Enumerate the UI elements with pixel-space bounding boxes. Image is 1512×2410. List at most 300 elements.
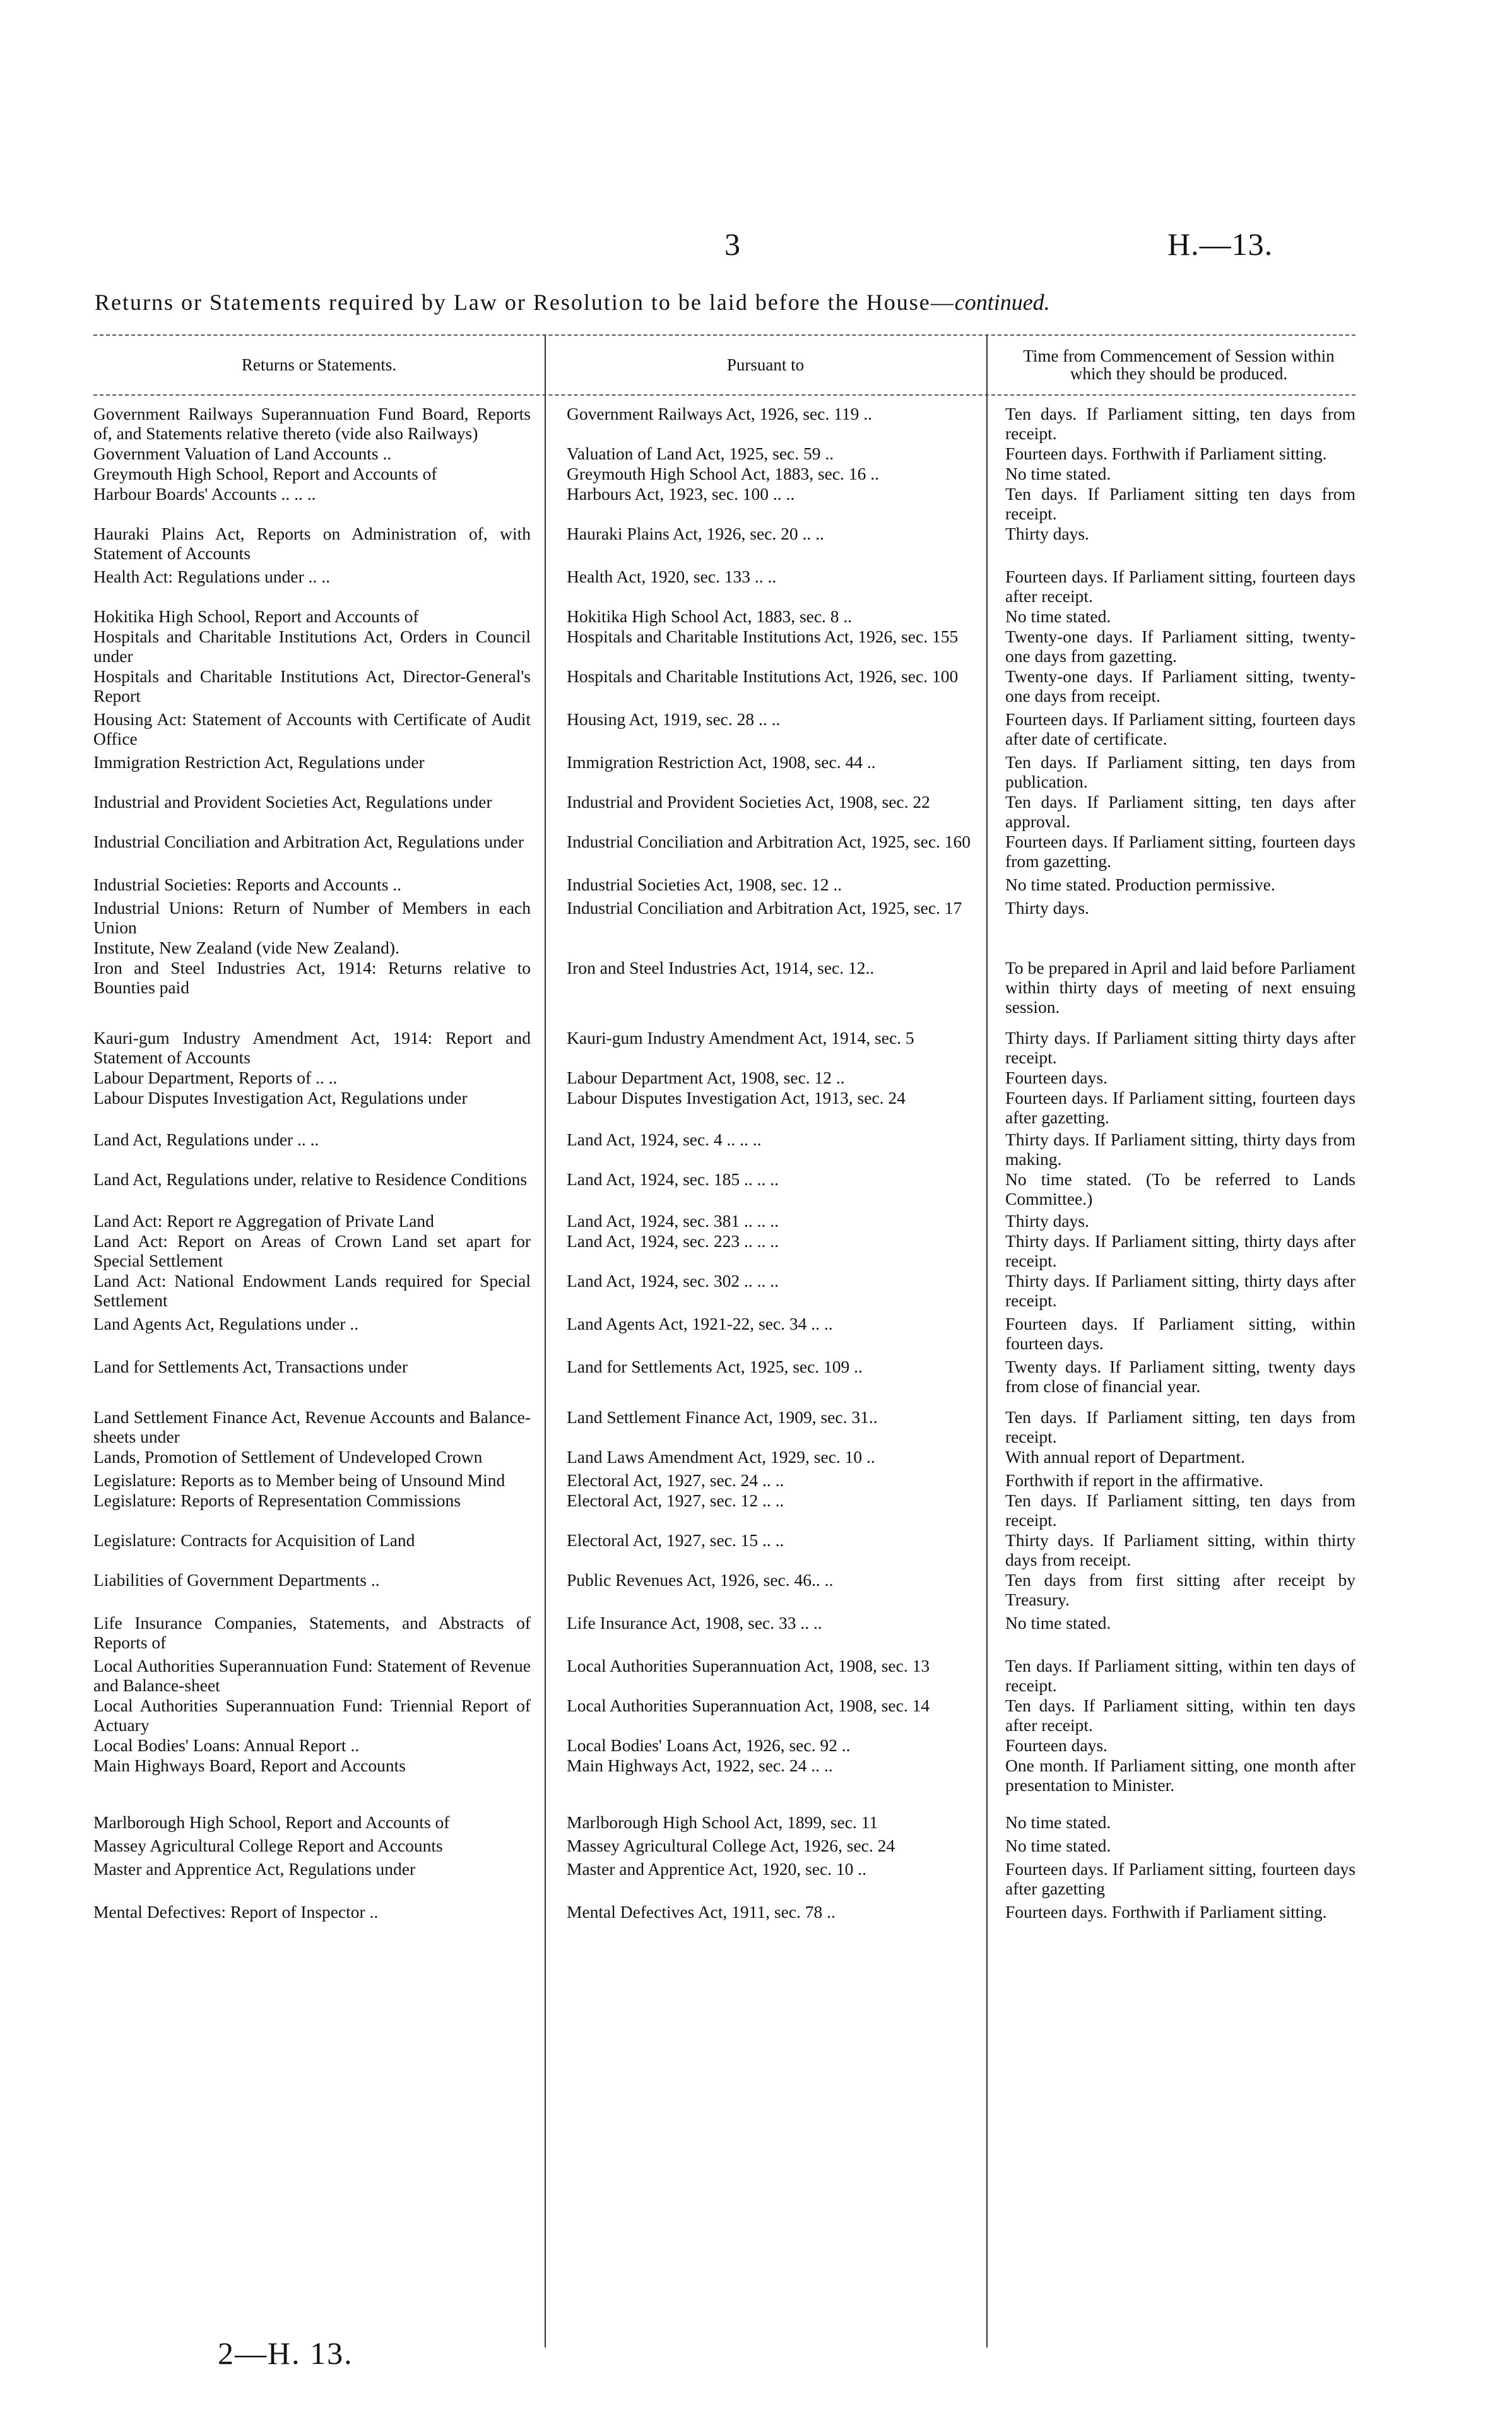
return-cell-text: Land Act: National Endowment Lands required for Special Settlement — [93, 1271, 531, 1310]
table-top-rule — [93, 334, 1355, 336]
table-row — [93, 1902, 1355, 1922]
pursuant-cell — [545, 752, 986, 791]
time-cell-text: Fourteen days. If Parliament sitting, fourteen days after date of certificate. — [1005, 709, 1355, 748]
time-cell — [986, 938, 1355, 957]
return-cell-text: Health Act: Regulations under .. .. — [93, 567, 330, 586]
return-cell-text: Legislature: Contracts for Acquisition of Land — [93, 1530, 415, 1550]
page-title-suffix: continued. — [954, 290, 1050, 315]
table-row — [93, 524, 1355, 563]
pursuant-cell-text: Land Act, 1924, sec. 302 .. .. .. — [567, 1271, 779, 1291]
time-cell — [986, 1613, 1355, 1652]
column-header-time: Time from Commencement of Session within which they should be produced. — [1023, 346, 1335, 383]
time-cell — [986, 832, 1355, 871]
table-row — [93, 1570, 1355, 1609]
table-row — [93, 444, 1355, 463]
table-row — [93, 1068, 1355, 1087]
time-cell — [986, 1271, 1355, 1310]
return-cell — [93, 1696, 545, 1735]
time-cell-text: Fourteen days. Forthwith if Parliament sitting. — [1005, 1902, 1327, 1922]
time-cell-text: Thirty days. If Parliament sitting, thirty days from making. — [1005, 1130, 1355, 1169]
pursuant-cell — [545, 898, 986, 937]
return-cell — [93, 1756, 545, 1795]
pursuant-cell — [545, 1836, 986, 1855]
time-cell-text: Ten days. If Parliament sitting ten days from receipt. — [1005, 484, 1355, 523]
time-cell-text: Ten days. If Parliament sitting, ten days from receipt. — [1005, 1407, 1355, 1446]
return-cell-text: Government Valuation of Land Accounts .. — [93, 444, 392, 463]
time-cell — [986, 1656, 1355, 1695]
time-cell-text: Fourteen days. — [1005, 1735, 1107, 1755]
pursuant-cell-text: Immigration Restriction Act, 1908, sec. 44 .. — [567, 752, 876, 772]
time-cell-text: Ten days. If Parliament sitting, within ten days of receipt. — [1005, 1656, 1355, 1695]
page-title-text: Returns or Statements required by Law or Resolution to be laid before the House— — [95, 290, 955, 315]
table-row — [93, 666, 1355, 706]
time-cell-text: No time stated. — [1005, 464, 1111, 483]
time-cell — [986, 1470, 1355, 1490]
time-cell — [986, 1447, 1355, 1467]
time-cell — [986, 709, 1355, 748]
time-cell-text: No time stated. (To be referred to Lands Committee.) — [1005, 1169, 1355, 1208]
table-row — [93, 898, 1355, 937]
time-cell — [986, 1169, 1355, 1208]
pursuant-cell — [545, 1756, 986, 1795]
return-cell — [93, 1407, 545, 1446]
pursuant-cell-text: Health Act, 1920, sec. 133 .. .. — [567, 567, 777, 586]
time-cell-text: Fourteen days. If Parliament sitting, fourteen days from gazetting. — [1005, 832, 1355, 871]
table-row — [93, 752, 1355, 791]
return-cell-text: Hokitika High School, Report and Accounts of — [93, 606, 419, 626]
pursuant-cell-text: Land Act, 1924, sec. 381 .. .. .. — [567, 1211, 779, 1231]
pursuant-cell — [545, 1169, 986, 1208]
return-cell-text: Main Highways Board, Report and Accounts — [93, 1756, 406, 1775]
pursuant-cell-text: Electoral Act, 1927, sec. 24 .. .. — [567, 1470, 784, 1490]
pursuant-cell-text: Electoral Act, 1927, sec. 15 .. .. — [567, 1530, 784, 1550]
time-cell — [986, 1530, 1355, 1569]
pursuant-cell-text: Industrial Conciliation and Arbitration Act, 1925, sec. 160 — [567, 832, 971, 851]
pursuant-cell — [545, 1407, 986, 1446]
time-cell — [986, 1088, 1355, 1127]
table-row — [93, 1836, 1355, 1855]
column-header-returns: Returns or Statements. — [241, 355, 397, 374]
return-cell-text: Mental Defectives: Report of Inspector .. — [93, 1902, 379, 1922]
return-cell — [93, 875, 545, 894]
table-row — [93, 1130, 1355, 1169]
return-cell — [93, 1812, 545, 1832]
time-cell — [986, 1756, 1355, 1795]
page-title — [95, 289, 1357, 316]
return-cell — [93, 1902, 545, 1922]
return-cell — [93, 484, 545, 523]
return-cell-text: Industrial Societies: Reports and Accounts .. — [93, 875, 402, 894]
return-cell-text: Greymouth High School, Report and Accounts of — [93, 464, 437, 483]
pursuant-cell-text: Land Act, 1924, sec. 4 .. .. .. — [567, 1130, 762, 1149]
pursuant-cell — [545, 1357, 986, 1396]
table-row — [93, 464, 1355, 483]
return-cell — [93, 1613, 545, 1652]
time-cell-text: With annual report of Department. — [1005, 1447, 1245, 1467]
time-cell-text: No time stated. — [1005, 1613, 1111, 1633]
pursuant-cell — [545, 958, 986, 1017]
return-cell — [93, 1068, 545, 1087]
return-cell-text: Land Act, Regulations under, relative to Residence Conditions — [93, 1169, 528, 1189]
return-cell — [93, 1836, 545, 1855]
time-cell — [986, 464, 1355, 483]
pursuant-cell — [545, 1656, 986, 1695]
return-cell — [93, 1314, 545, 1353]
return-cell — [93, 666, 545, 706]
time-cell-text: Thirty days. If Parliament sitting, within thirty days from receipt. — [1005, 1530, 1355, 1569]
time-cell — [986, 1211, 1355, 1231]
time-cell-text: One month. If Parliament sitting, one month after presentation to Minister. — [1005, 1756, 1355, 1795]
table-row — [93, 1314, 1355, 1353]
table-row — [93, 792, 1355, 831]
return-cell — [93, 792, 545, 831]
table-row — [93, 958, 1355, 1017]
pursuant-cell — [545, 1211, 986, 1231]
return-cell — [93, 1130, 545, 1169]
pursuant-cell — [545, 444, 986, 463]
return-cell-text: Industrial Unions: Return of Number of Members in each Union — [93, 898, 531, 937]
return-cell-text: Liabilities of Government Departments .. — [93, 1570, 380, 1590]
pursuant-cell — [545, 606, 986, 626]
pursuant-cell-text: Land Act, 1924, sec. 223 .. .. .. — [567, 1231, 779, 1251]
pursuant-cell-text: Labour Department Act, 1908, sec. 12 .. — [567, 1068, 845, 1087]
time-cell — [986, 567, 1355, 606]
pursuant-cell-text: Valuation of Land Act, 1925, sec. 59 .. — [567, 444, 834, 463]
return-cell — [93, 1088, 545, 1127]
return-cell — [93, 938, 545, 957]
pursuant-cell-text: Electoral Act, 1927, sec. 12 .. .. — [567, 1491, 784, 1510]
pursuant-cell-text: Land Act, 1924, sec. 185 .. .. .. — [567, 1169, 779, 1189]
pursuant-cell — [545, 1570, 986, 1609]
return-cell-text: Labour Department, Reports of .. .. — [93, 1068, 338, 1087]
time-cell-text: Twenty-one days. If Parliament sitting, twenty-one days from receipt. — [1005, 666, 1355, 706]
time-cell-text: No time stated. — [1005, 1836, 1111, 1855]
return-cell-text: Master and Apprentice Act, Regulations under — [93, 1859, 416, 1879]
page-number: 3 — [724, 227, 740, 262]
pursuant-cell-text: Land Settlement Finance Act, 1909, sec. 31.. — [567, 1407, 878, 1427]
time-cell — [986, 484, 1355, 523]
time-cell-text: Fourteen days. If Parliament sitting, fourteen days after gazetting — [1005, 1859, 1355, 1898]
time-cell — [986, 792, 1355, 831]
table-row — [93, 1028, 1355, 1067]
time-cell — [986, 875, 1355, 894]
pursuant-cell — [545, 938, 986, 957]
time-cell — [986, 1028, 1355, 1067]
pursuant-cell — [545, 709, 986, 748]
pursuant-cell-text: Industrial and Provident Societies Act, 1908, sec. 22 — [567, 792, 930, 812]
pursuant-cell-text: Industrial Conciliation and Arbitration Act, 1925, sec. 17 — [567, 898, 962, 918]
return-cell-text: Kauri-gum Industry Amendment Act, 1914: Report and Statement of Accounts — [93, 1028, 531, 1067]
document-code: H.—13. — [1167, 227, 1273, 262]
pursuant-cell — [545, 1530, 986, 1569]
pursuant-cell — [545, 1812, 986, 1832]
return-cell — [93, 1735, 545, 1755]
table-row — [93, 1271, 1355, 1310]
pursuant-cell-text: Main Highways Act, 1922, sec. 24 .. .. — [567, 1756, 833, 1775]
time-cell — [986, 627, 1355, 666]
table-row — [93, 484, 1355, 523]
page-footer: 2—H. 13. — [218, 2336, 353, 2371]
table-row — [93, 1211, 1355, 1231]
return-cell — [93, 1491, 545, 1530]
return-cell — [93, 898, 545, 937]
pursuant-cell-text: Land Agents Act, 1921-22, sec. 34 .. .. — [567, 1314, 833, 1333]
time-cell-text: Fourteen days. — [1005, 1068, 1107, 1087]
return-cell — [93, 709, 545, 748]
time-cell — [986, 1357, 1355, 1396]
return-cell-text: Hauraki Plains Act, Reports on Administration of, with Statement of Accounts — [93, 524, 531, 563]
return-cell-text: Institute, New Zealand (vide New Zealand). — [93, 938, 399, 957]
pursuant-cell — [545, 1088, 986, 1127]
pursuant-cell — [545, 792, 986, 831]
pursuant-cell-text: Industrial Societies Act, 1908, sec. 12 .. — [567, 875, 842, 894]
return-cell-text: Industrial Conciliation and Arbitration Act, Regulations under — [93, 832, 524, 851]
return-cell — [93, 464, 545, 483]
pursuant-cell-text: Government Railways Act, 1926, sec. 119 .. — [567, 404, 872, 423]
pursuant-cell-text: Harbours Act, 1923, sec. 100 .. .. — [567, 484, 795, 504]
return-cell — [93, 1447, 545, 1467]
return-cell-text: Massey Agricultural College Report and Accounts — [93, 1836, 443, 1855]
time-cell — [986, 666, 1355, 706]
pursuant-cell — [545, 1491, 986, 1530]
table-row — [93, 1169, 1355, 1208]
pursuant-cell — [545, 567, 986, 606]
table-row — [93, 1613, 1355, 1652]
time-cell — [986, 1836, 1355, 1855]
return-cell-text: Lands, Promotion of Settlement of Undeveloped Crown — [93, 1447, 483, 1467]
return-cell — [93, 958, 545, 1017]
pursuant-cell-text: Land Laws Amendment Act, 1929, sec. 10 .. — [567, 1447, 875, 1467]
time-cell-text: Ten days. If Parliament sitting, ten days from publication. — [1005, 752, 1355, 791]
time-cell-text: Thirty days. — [1005, 524, 1089, 543]
pursuant-cell-text: Life Insurance Act, 1908, sec. 33 .. .. — [567, 1613, 822, 1633]
time-cell — [986, 1231, 1355, 1270]
return-cell-text: Land for Settlements Act, Transactions under — [93, 1357, 408, 1376]
pursuant-cell-text: Local Authorities Superannuation Act, 1908, sec. 14 — [567, 1696, 930, 1715]
time-cell — [986, 444, 1355, 463]
table-row — [93, 1470, 1355, 1490]
table-row — [93, 709, 1355, 748]
time-cell — [986, 1068, 1355, 1087]
pursuant-cell — [545, 1613, 986, 1652]
table-row — [93, 1491, 1355, 1530]
time-cell — [986, 898, 1355, 937]
pursuant-cell — [545, 1271, 986, 1310]
return-cell-text: Local Authorities Superannuation Fund: Triennial Report of Actuary — [93, 1696, 531, 1735]
table-row — [93, 1407, 1355, 1446]
pursuant-cell-text: Iron and Steel Industries Act, 1914, sec. 12.. — [567, 958, 875, 978]
pursuant-cell-text: Hospitals and Charitable Institutions Act, 1926, sec. 155 — [567, 627, 959, 646]
return-cell-text: Marlborough High School, Report and Accounts of — [93, 1812, 450, 1832]
return-cell — [93, 524, 545, 563]
time-cell-text: To be prepared in April and laid before Parliament within thirty days of meeting of next ensuing session. — [1005, 958, 1355, 1017]
return-cell-text: Housing Act: Statement of Accounts with Certificate of Audit Office — [93, 709, 531, 748]
table-row — [93, 832, 1355, 871]
pursuant-cell-text: Housing Act, 1919, sec. 28 .. .. — [567, 709, 781, 729]
table-header-rule — [93, 394, 1355, 396]
time-cell-text: Twenty-one days. If Parliament sitting, twenty-one days from gazetting. — [1005, 627, 1355, 666]
pursuant-cell-text: Local Authorities Superannuation Act, 1908, sec. 13 — [567, 1656, 930, 1675]
pursuant-cell — [545, 1447, 986, 1467]
table-row — [93, 567, 1355, 606]
return-cell-text: Local Authorities Superannuation Fund: Statement of Revenue and Balance-sheet — [93, 1656, 531, 1695]
time-cell — [986, 1314, 1355, 1353]
return-cell-text: Land Act, Regulations under .. .. — [93, 1130, 319, 1149]
return-cell — [93, 1231, 545, 1270]
return-cell — [93, 1470, 545, 1490]
table-row — [93, 938, 1355, 957]
time-cell-text: Ten days. If Parliament sitting, ten days from receipt. — [1005, 404, 1355, 443]
return-cell — [93, 1656, 545, 1695]
table-row — [93, 404, 1355, 443]
pursuant-cell — [545, 404, 986, 443]
time-cell-text: Thirty days. If Parliament sitting thirty days after receipt. — [1005, 1028, 1355, 1067]
pursuant-cell — [545, 666, 986, 706]
return-cell-text: Life Insurance Companies, Statements, and Abstracts of Reports of — [93, 1613, 531, 1652]
pursuant-cell-text: Master and Apprentice Act, 1920, sec. 10 .. — [567, 1859, 867, 1879]
return-cell-text: Iron and Steel Industries Act, 1914: Returns relative to Bounties paid — [93, 958, 531, 997]
table-row — [93, 1088, 1355, 1127]
time-cell-text: Fourteen days. Forthwith if Parliament sitting. — [1005, 444, 1327, 463]
pursuant-cell — [545, 627, 986, 666]
table-row — [93, 1812, 1355, 1832]
pursuant-cell — [545, 875, 986, 894]
return-cell — [93, 567, 545, 606]
time-cell-text: Fourteen days. If Parliament sitting, fourteen days after receipt. — [1005, 567, 1355, 606]
return-cell-text: Land Agents Act, Regulations under .. — [93, 1314, 359, 1333]
return-cell-text: Hospitals and Charitable Institutions Act, Director-General's Report — [93, 666, 531, 706]
return-cell — [93, 1357, 545, 1396]
pursuant-cell — [545, 1696, 986, 1735]
return-cell — [93, 752, 545, 791]
time-cell-text: No time stated. — [1005, 1812, 1111, 1832]
pursuant-cell-text: Greymouth High School Act, 1883, sec. 16 .. — [567, 464, 879, 483]
return-cell-text: Local Bodies' Loans: Annual Report .. — [93, 1735, 360, 1755]
return-cell-text: Land Act: Report re Aggregation of Private Land — [93, 1211, 434, 1231]
return-cell — [93, 444, 545, 463]
pursuant-cell-text: Hauraki Plains Act, 1926, sec. 20 .. .. — [567, 524, 824, 543]
pursuant-cell — [545, 1231, 986, 1270]
return-cell — [93, 1028, 545, 1067]
return-cell-text: Harbour Boards' Accounts .. .. .. — [93, 484, 316, 504]
pursuant-cell-text: Hokitika High School Act, 1883, sec. 8 .. — [567, 606, 853, 626]
pursuant-cell — [545, 1735, 986, 1755]
return-cell — [93, 404, 545, 443]
pursuant-cell — [545, 524, 986, 563]
pursuant-cell — [545, 1314, 986, 1353]
table-row — [93, 1696, 1355, 1735]
time-cell — [986, 524, 1355, 563]
return-cell-text: Legislature: Reports of Representation Commissions — [93, 1491, 461, 1510]
time-cell — [986, 1407, 1355, 1446]
return-cell-text: Labour Disputes Investigation Act, Regulations under — [93, 1088, 468, 1108]
return-cell — [93, 832, 545, 871]
time-cell-text: No time stated. — [1005, 606, 1111, 626]
time-cell-text: Ten days. If Parliament sitting, within ten days after receipt. — [1005, 1696, 1355, 1735]
time-cell-text: Ten days from first sitting after receipt by Treasury. — [1005, 1570, 1355, 1609]
table-row — [93, 1357, 1355, 1396]
pursuant-cell — [545, 464, 986, 483]
time-cell — [986, 1859, 1355, 1898]
return-cell-text: Immigration Restriction Act, Regulations under — [93, 752, 425, 772]
table-row — [93, 1447, 1355, 1467]
pursuant-cell-text: Public Revenues Act, 1926, sec. 46.. .. — [567, 1570, 834, 1590]
return-cell — [93, 1211, 545, 1231]
pursuant-cell — [545, 832, 986, 871]
table-row — [93, 875, 1355, 894]
return-cell-text: Land Settlement Finance Act, Revenue Accounts and Balance-sheets under — [93, 1407, 531, 1446]
pursuant-cell — [545, 1470, 986, 1490]
table-row — [93, 627, 1355, 666]
pursuant-cell-text: Kauri-gum Industry Amendment Act, 1914, sec. 5 — [567, 1028, 914, 1048]
time-cell-text: No time stated. Production permissive. — [1005, 875, 1275, 894]
pursuant-cell-text: Massey Agricultural College Act, 1926, sec. 24 — [567, 1836, 895, 1855]
time-cell — [986, 958, 1355, 1017]
return-cell-text: Industrial and Provident Societies Act, Regulations under — [93, 792, 492, 812]
table-row — [93, 1859, 1355, 1898]
pursuant-cell-text: Mental Defectives Act, 1911, sec. 78 .. — [567, 1902, 836, 1922]
return-cell — [93, 1271, 545, 1310]
time-cell — [986, 1735, 1355, 1755]
time-cell-text: Fourteen days. If Parliament sitting, within fourteen days. — [1005, 1314, 1355, 1353]
return-cell — [93, 1570, 545, 1609]
table-body — [93, 404, 1355, 1922]
time-cell-text: Forthwith if report in the affirmative. — [1005, 1470, 1263, 1490]
time-cell-text: Twenty days. If Parliament sitting, twenty days from close of financial year. — [1005, 1357, 1355, 1396]
time-cell — [986, 1570, 1355, 1609]
pursuant-cell-text: Hospitals and Charitable Institutions Act, 1926, sec. 100 — [567, 666, 959, 686]
time-cell-text: Thirty days. If Parliament sitting, thirty days after receipt. — [1005, 1271, 1355, 1310]
pursuant-cell-text: Marlborough High School Act, 1899, sec. 11 — [567, 1812, 878, 1832]
table-row — [93, 1530, 1355, 1569]
pursuant-cell-text: Labour Disputes Investigation Act, 1913, sec. 24 — [567, 1088, 906, 1108]
pursuant-cell-text: Land for Settlements Act, 1925, sec. 109 .. — [567, 1357, 863, 1376]
table-row — [93, 606, 1355, 626]
pursuant-cell — [545, 1068, 986, 1087]
return-cell-text: Hospitals and Charitable Institutions Act, Orders in Council under — [93, 627, 531, 666]
return-cell — [93, 1859, 545, 1898]
return-cell-text: Land Act: Report on Areas of Crown Land set apart for Special Settlement — [93, 1231, 531, 1270]
column-header-pursuant: Pursuant to — [726, 355, 805, 374]
return-cell — [93, 1530, 545, 1569]
time-cell — [986, 1812, 1355, 1832]
pursuant-cell — [545, 1859, 986, 1898]
time-cell-text: Fourteen days. If Parliament sitting, fourteen days after gazetting. — [1005, 1088, 1355, 1127]
time-cell-text: Thirty days. If Parliament sitting, thirty days after receipt. — [1005, 1231, 1355, 1270]
time-cell-text: Ten days. If Parliament sitting, ten days after approval. — [1005, 792, 1355, 831]
return-cell — [93, 627, 545, 666]
table-row — [93, 1735, 1355, 1755]
time-cell — [986, 1130, 1355, 1169]
time-cell — [986, 1696, 1355, 1735]
table-row — [93, 1231, 1355, 1270]
pursuant-cell — [545, 484, 986, 523]
return-cell-text: Government Railways Superannuation Fund Board, Reports of, and Statements relative thereto (vide also Railways) — [93, 404, 531, 443]
time-cell — [986, 1902, 1355, 1922]
pursuant-cell — [545, 1130, 986, 1169]
return-cell — [93, 1169, 545, 1208]
table-row — [93, 1756, 1355, 1795]
time-cell-text: Thirty days. — [1005, 1211, 1089, 1231]
return-cell-text: Legislature: Reports as to Member being of Unsound Mind — [93, 1470, 505, 1490]
time-cell — [986, 1491, 1355, 1530]
time-cell-text: Ten days. If Parliament sitting, ten days from receipt. — [1005, 1491, 1355, 1530]
time-cell-text: Thirty days. — [1005, 898, 1089, 918]
return-cell — [93, 606, 545, 626]
time-cell — [986, 404, 1355, 443]
pursuant-cell-text: Local Bodies' Loans Act, 1926, sec. 92 .. — [567, 1735, 851, 1755]
time-cell — [986, 752, 1355, 791]
